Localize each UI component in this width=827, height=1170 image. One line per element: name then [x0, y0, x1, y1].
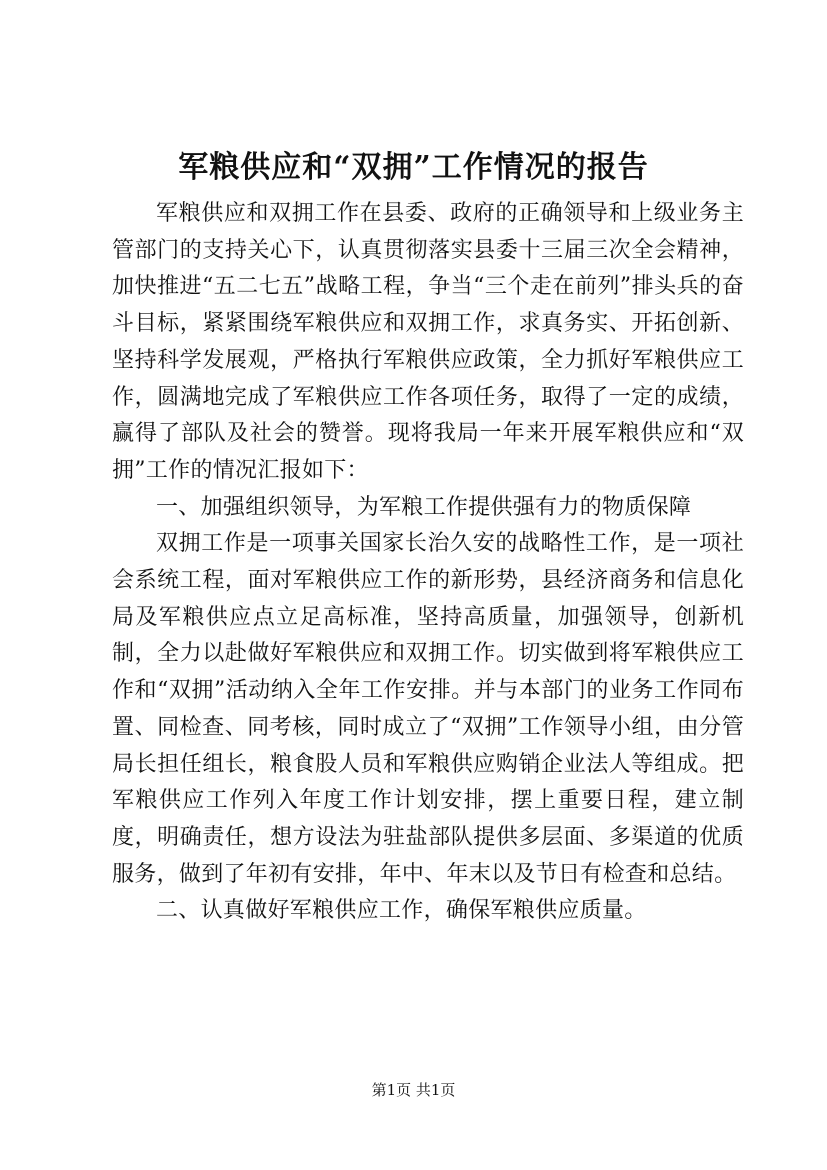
section-heading-2: 二、认真做好军粮供应工作，确保军粮供应质量。 — [156, 898, 647, 924]
document-title: 军粮供应和“双拥”工作情况的报告 — [178, 150, 649, 185]
document-body — [112, 196, 744, 930]
page-footer: 第1页 共1页 — [371, 1081, 456, 1099]
paragraph-intro: 军粮供应和双拥工作在县委、政府的正确领导和上级业务主管部门的支持关心下，认真贯彻落实县委十三届三次全会精神，加快推进“五二七五”战略工程，争当“三个走在前列”排头兵的奋斗目标，紧紧围绕军粮供应和双拥工作，求真务实、开拓创新、坚持科学发展观，严格执行军粮供应政策，全力抓好军粮供应工作，圆满地完成了军粮供应工作各项任务，取得了一定的成绩，赢得了部队及社会的赞誉。现将我局一年来开展军粮供应和“双拥”工作的情况汇报如下： — [112, 201, 744, 483]
section-heading-1: 一、加强组织领导，为军粮工作提供强有力的物质保障 — [156, 494, 692, 520]
paragraph-section-1: 双拥工作是一项事关国家长治久安的战略性工作，是一项社会系统工程，面对军粮供应工作的新形势，县经济商务和信息化局及军粮供应点立足高标准，坚持高质量，加强领导，创新机制，全力以赴做好军粮供应和双拥工作。切实做到将军粮供应工作和“双拥”活动纳入全年工作安排。并与本部门的业务工作同布置、同检查、同考核，同时成立了“双拥”工作领导小组，由分管局长担任组长，粮食股人员和军粮供应购销企业法人等组成。把军粮供应工作列入年度工作计划安排，摆上重要日程，建立制度，明确责任，想方设法为驻盐部队提供多层面、多渠道的优质服务，做到了年初有安排，年中、年末以及节日有检查和总结。 — [112, 531, 744, 887]
